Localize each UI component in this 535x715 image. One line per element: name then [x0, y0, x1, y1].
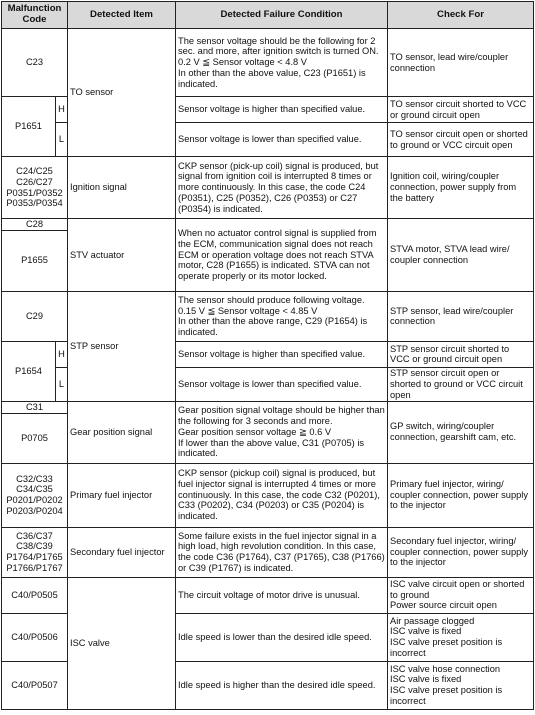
code-cell: C40/P0507 [2, 661, 68, 709]
item-cell: Ignition signal [68, 157, 176, 219]
item-cell: Gear position signal [68, 401, 176, 463]
check-cell: TO sensor, lead wire/coupler connection [388, 29, 534, 97]
header-condition: Detected Failure Condition [176, 2, 388, 29]
item-cell: Primary fuel injector [68, 463, 176, 527]
table-row [2, 157, 534, 219]
code-cell: C40/P0505 [2, 577, 68, 613]
code-cell: P1651 [2, 97, 56, 157]
condition-cell: When no actuator control signal is supplied from the ECM, communication signal does not reach ECM or operation voltage does not reach STVA motor, C28 (P1655) is indicated. STVA can not operate properly or its motor locked. [176, 219, 388, 292]
condition-cell: Some failure exists in the fuel injector signal in a high load, high revolution condition. In this case, the code C36 (P1764), C37 (P1765), C38 (P1766) or C39 (P1767) is indicated. [176, 527, 388, 577]
condition-cell: Sensor voltage is higher than specified value. [176, 341, 388, 367]
check-cell: STP sensor, lead wire/coupler connection [388, 291, 534, 341]
table-row [2, 577, 534, 613]
condition-cell: Gear position signal voltage should be higher than the following for 3 seconds and more. Gear position sensor voltage ≧ 0.6 V If lower than the above value, C31 (P0705) is indicated. [176, 401, 388, 463]
table-row [2, 291, 534, 341]
header-row [2, 2, 534, 29]
condition-cell: Sensor voltage is lower than specified value. [176, 123, 388, 157]
table-row [2, 527, 534, 577]
condition-cell: The sensor voltage should be the following for 2 sec. and more, after ignition switch is turned ON. 0.2 V ≦ Sensor voltage < 4.8 V In other than the above value, C23 (P1651) is indicated. [176, 29, 388, 97]
table-row [2, 401, 534, 413]
code-cell: C29 [2, 291, 68, 341]
sub-code-cell: L [56, 123, 68, 157]
code-cell: C36/C37 C38/C39 P1764/P1765 P1766/P1767 [2, 527, 68, 577]
check-cell: ISC valve circuit open or shorted to ground Power source circuit open [388, 577, 534, 613]
code-cell: P0705 [2, 413, 68, 463]
item-cell: Secondary fuel injector [68, 527, 176, 577]
condition-cell: Sensor voltage is lower than specified value. [176, 367, 388, 401]
table-row [2, 463, 534, 527]
code-cell: P1654 [2, 341, 56, 401]
code-cell: C24/C25 C26/C27 P0351/P0352 P0353/P0354 [2, 157, 68, 219]
condition-cell: Idle speed is higher than the desired idle speed. [176, 661, 388, 709]
check-cell: GP switch, wiring/coupler connection, gearshift cam, etc. [388, 401, 534, 463]
code-cell: C23 [2, 29, 68, 97]
condition-cell: CKP sensor (pickup coil) signal is produced, but fuel injector signal is interrupted 4 times or more continuously. In this case, the code C32 (P0201), C33 (P0202), C34 (P0203) or C35 (P0204) is indicated. [176, 463, 388, 527]
check-cell: TO sensor circuit open or shorted to ground or VCC circuit open [388, 123, 534, 157]
item-cell: STV actuator [68, 219, 176, 292]
check-cell: STVA motor, STVA lead wire/ coupler connection [388, 219, 534, 292]
check-cell: Ignition coil, wiring/coupler connection, power supply from the battery [388, 157, 534, 219]
code-cell: C40/P0506 [2, 613, 68, 661]
sub-code-cell: H [56, 341, 68, 367]
check-cell: Air passage clogged ISC valve is fixed ISC valve preset position is incorrect [388, 613, 534, 661]
check-cell: ISC valve hose connection ISC valve is fixed ISC valve preset position is incorrect [388, 661, 534, 709]
condition-cell: The sensor should produce following voltage. 0.15 V ≦ Sensor voltage < 4.85 V In other than the above range, C29 (P1654) is indicated. [176, 291, 388, 341]
code-cell: P1655 [2, 230, 68, 291]
sub-code-cell: L [56, 367, 68, 401]
condition-cell: The circuit voltage of motor drive is unusual. [176, 577, 388, 613]
item-cell: TO sensor [68, 29, 176, 157]
malfunction-code-table [1, 1, 534, 710]
header-item: Detected Item [68, 2, 176, 29]
code-cell: C28 [2, 219, 68, 231]
header-code: Malfunction Code [2, 2, 68, 29]
table-row [2, 219, 534, 231]
check-cell: STP sensor circuit shorted to VCC or ground circuit open [388, 341, 534, 367]
condition-cell: Sensor voltage is higher than specified value. [176, 97, 388, 123]
condition-cell: CKP sensor (pick-up coil) signal is produced, but signal from ignition coil is interrupted 8 times or more continuously. In this case, the code C24 (P0351), C25 (P0352), C26 (P0353) or C27 (P0354) is indicated. [176, 157, 388, 219]
code-cell: C31 [2, 401, 68, 413]
item-cell: ISC valve [68, 577, 176, 709]
condition-cell: Idle speed is lower than the desired idle speed. [176, 613, 388, 661]
header-check: Check For [388, 2, 534, 29]
sub-code-cell: H [56, 97, 68, 123]
check-cell: Primary fuel injector, wiring/ coupler connection, power supply to the injector [388, 463, 534, 527]
check-cell: Secondary fuel injector, wiring/ coupler connection, power supply to the injector [388, 527, 534, 577]
check-cell: TO sensor circuit shorted to VCC or ground circuit open [388, 97, 534, 123]
table-row [2, 29, 534, 97]
code-cell: C32/C33 C34/C35 P0201/P0202 P0203/P0204 [2, 463, 68, 527]
item-cell: STP sensor [68, 291, 176, 401]
check-cell: STP sensor circuit open or shorted to ground or VCC circuit open [388, 367, 534, 401]
